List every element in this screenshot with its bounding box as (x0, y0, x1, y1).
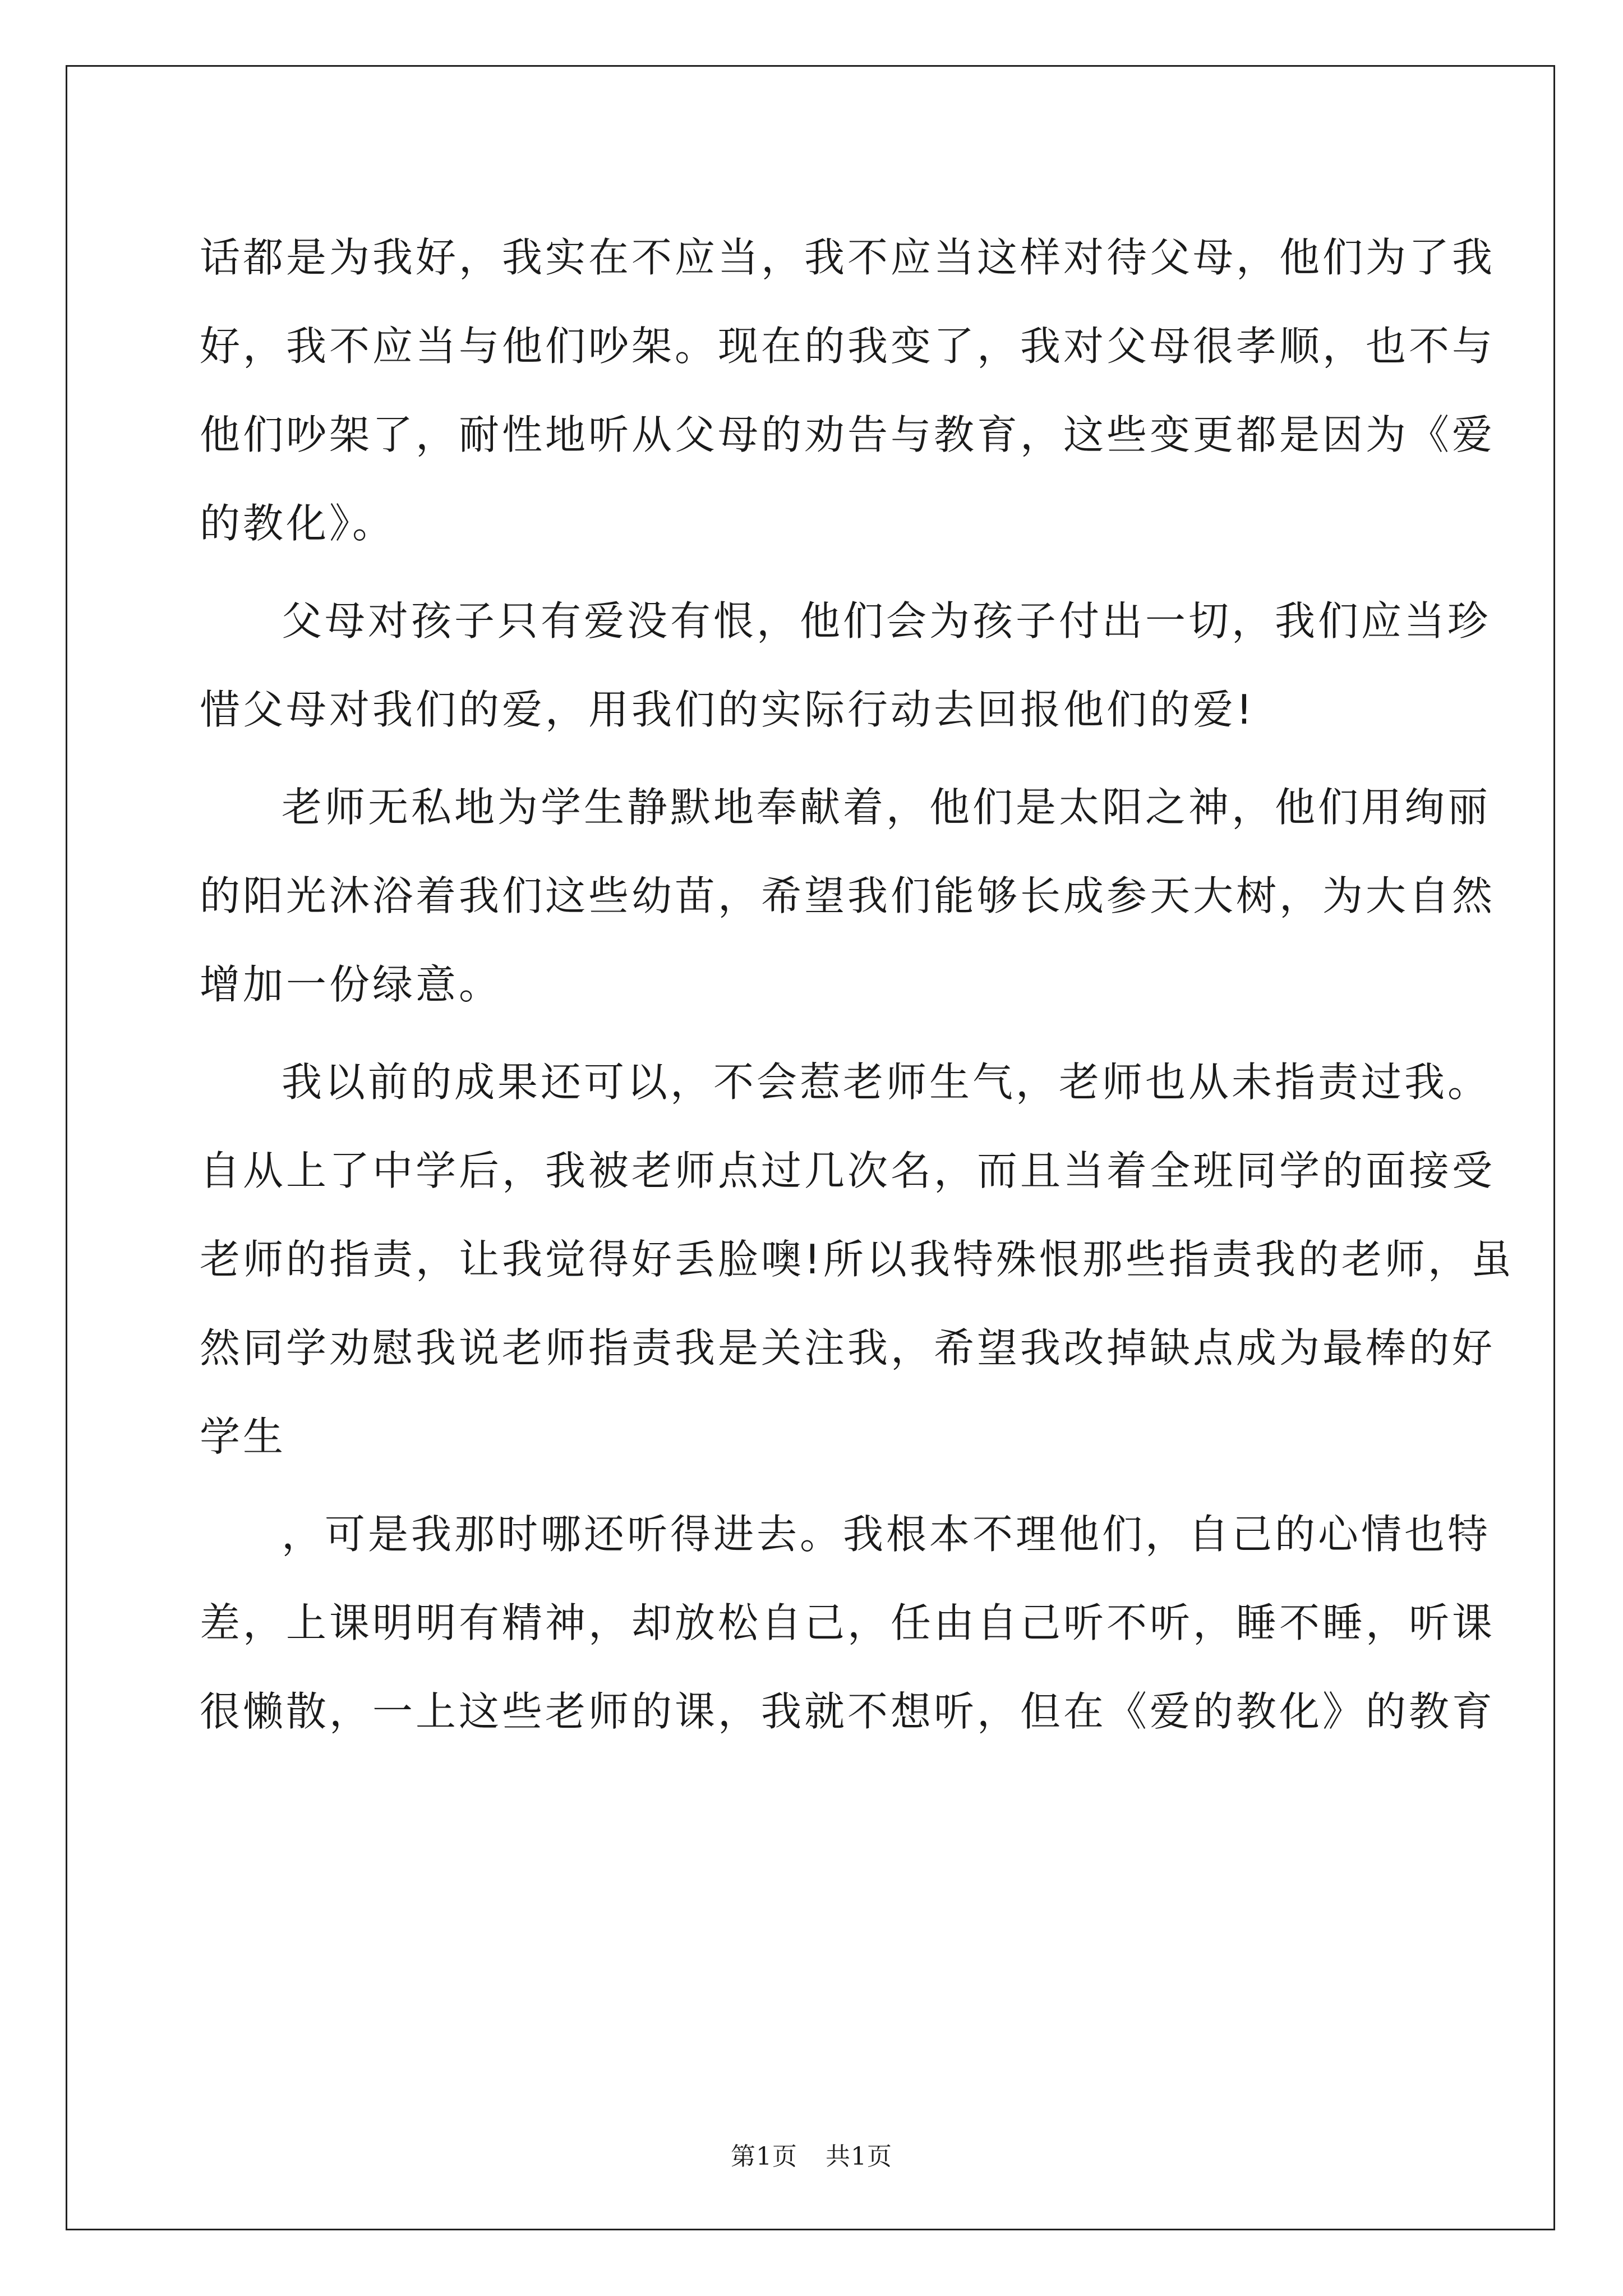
text-line: 差，上课明明有精神，却放松自己，任由自己听不听，睡不睡，听课 (200, 1599, 1496, 1646)
page-footer (0, 2136, 1623, 2172)
text-line: 我以前的成果还可以，不会惹老师生气，老师也从未指责过我。 (282, 1059, 1491, 1106)
text-line: ，可是我那时哪还听得进去。我根本不理他们，自己的心情也特 (282, 1511, 1491, 1558)
text-line: 然同学劝慰我说老师指责我是关注我，希望我改掉缺点成为最棒的好 (200, 1324, 1496, 1372)
page-number-total: 共1页 (826, 2142, 892, 2171)
text-line: 惜父母对我们的爱，用我们的实际行动去回报他们的爱! (200, 686, 1255, 733)
text-line: 老师无私地为学生静默地奉献着，他们是太阳之神，他们用绚丽 (282, 784, 1491, 831)
text-line: 自从上了中学后，我被老师点过几次名，而且当着全班同学的面接受 (200, 1147, 1496, 1194)
text-line: 的阳光沐浴着我们这些幼苗，希望我们能够长成参天大树，为大自然 (200, 872, 1496, 919)
text-line: 父母对孩子只有爱没有恨，他们会为孩子付出一切，我们应当珍 (282, 597, 1491, 645)
text-line: 学生 (200, 1413, 287, 1460)
document-body (200, 213, 1514, 1756)
text-line: 很懒散，一上这些老师的课，我就不想听，但在《爱的教化》的教育 (200, 1688, 1496, 1735)
text-line: 话都是为我好，我实在不应当，我不应当这样对待父母，他们为了我 (200, 234, 1496, 281)
text-line: 好，我不应当与他们吵架。现在的我变了，我对父母很孝顺，也不与 (200, 323, 1496, 370)
text-line: 老师的指责，让我觉得好丢脸噢!所以我特殊恨那些指责我的老师，虽 (200, 1236, 1514, 1283)
page-number-current: 第1页 (731, 2142, 797, 2171)
text-line: 他们吵架了，耐性地听从父母的劝告与教育，这些变更都是因为《爱 (200, 411, 1496, 458)
text-line: 增加一份绿意。 (200, 961, 502, 1008)
text-line: 的教化》。 (200, 500, 396, 547)
